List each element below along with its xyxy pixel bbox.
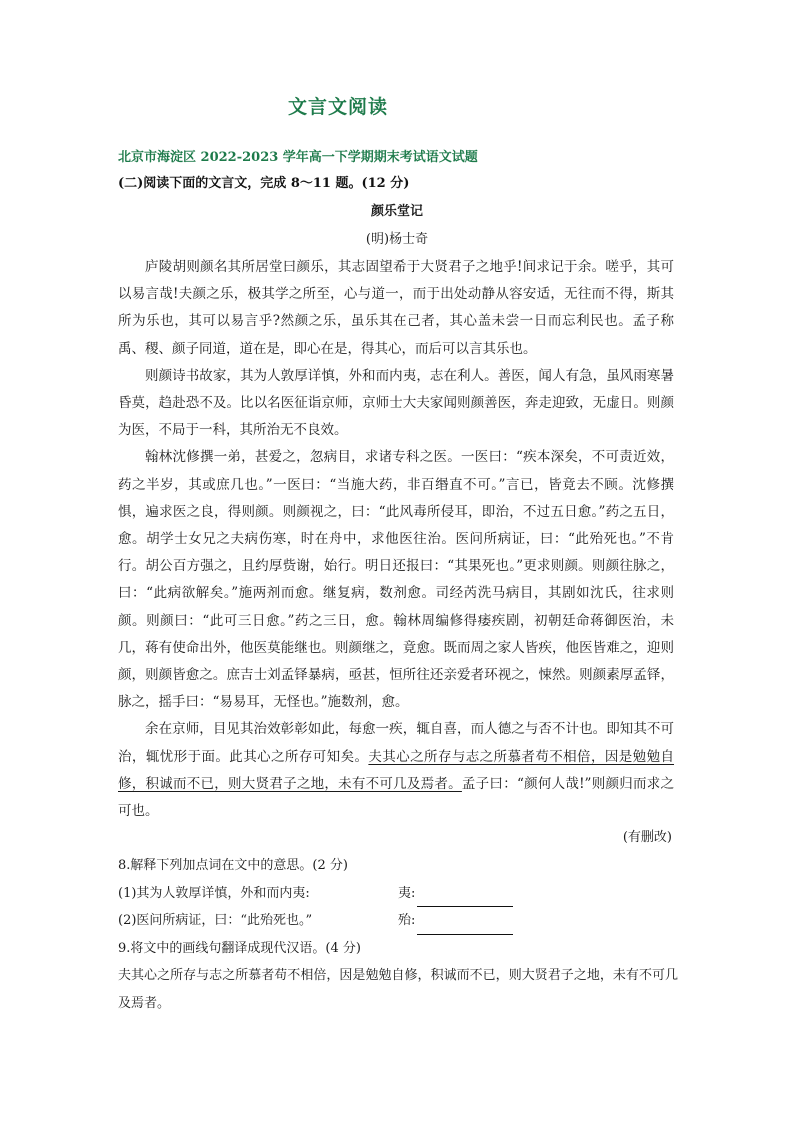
- question-8-item-2-word: [398, 907, 513, 935]
- abridged-note: (有删改): [622, 830, 672, 845]
- answer-blank-2[interactable]: [417, 916, 513, 935]
- essay-title: 颜乐堂记: [370, 204, 423, 219]
- essay-paragraph-2: 则颜诗书故家，其为人敦厚详慎，外和而内夷，志在利人。善医，闻人有急，虽风雨寒暑昏莫，趋赴恐不及。比以名医征诣京师，京师士大夫家闻则颜善医，奔走迎致，无虚日。则颜为医，不局于一科，其所治无不良效。: [118, 367, 674, 439]
- questions-section: [118, 852, 678, 1017]
- answer-blank-1[interactable]: [417, 888, 513, 907]
- underlined-sentence: 夫其心之所存与志之所慕者苟不相倍，因是勉勉自修，积诚而不已，则大贤君子之地，未有不可几及焉者。: [118, 748, 675, 792]
- reading-instruction: (二)阅读下面的文言文，完成 8～11 题。(12 分): [118, 176, 410, 191]
- question-9-sentence: 夫其心之所存与志之所慕者苟不相倍，因是勉勉自修，积诚而不已，则大贤君子之地，未有不可几及焉者。: [118, 968, 678, 1011]
- page-title: 文言文阅读: [288, 96, 389, 118]
- essay-author: (明)杨士奇: [365, 232, 429, 247]
- essay-paragraph-1: 庐陵胡则颜名其所居堂曰颜乐，其志固望希于大贤君子之地乎!间求记于余。嗟乎，其可以易言哉!夫颜之乐，极其学之所至，心与道一，而于出处动静从容安适，无往而不得，斯其所为乐也，其可以易言乎?然颜之乐，虽乐其在己者，其心盖未尝一日而忘利民也。孟子称禹、稷、颜子同道，道在是，即心在是，得其心，而后可以言其乐也。: [118, 259, 674, 357]
- paragraph-4-text-before: 余在京师，目见其治效彰彰如此，每愈一疾，辄自喜，而人德之与否不计也。即知其不可治，辄忧形于面。此其心之所存可知矣。: [118, 721, 674, 765]
- essay-body: [118, 254, 674, 825]
- question-8-item-2-label: 殆:: [398, 913, 416, 928]
- paragraph-4-text-after: 孟子曰：“颜何人哉!”则颜归而求之可也。: [118, 775, 674, 820]
- question-8-item-1-word: [398, 880, 513, 908]
- question-8-item-1-label: 夷:: [398, 885, 416, 901]
- question-9-stem: 9.将文中的画线句翻译成现代汉语。(4 分): [118, 940, 361, 956]
- exam-source: 北京市海淀区 2022-2023 学年高一下学期期末考试语文试题: [118, 150, 478, 165]
- essay-paragraph-3: 翰林沈修撰一弟，甚爱之，忽病目，求诸专科之医。一医曰：“疾本深矣，不可责近效，药之半岁，其或庶几也。”一医曰：“当施大药，非百缗直不可。”言已，皆竟去不顾。沈修撰惧，遍求医之良，得则颜。则颜视之，曰：“此风毒所侵耳，即治，不过五日愈。”药之五日，愈。胡学士女兄之夫病伤寒，时在舟中，求他医往治。医问所病证，曰：“此殆死也。”不肯行。胡公百方强之，且约厚赀谢，始行。明日还报曰：“其果死也。”更求则颜。则颜往脉之，曰：“此病欲解矣。”施两剂而愈。继复病，数剂愈。司经芮洗马病目，其剧如沈氏，往求则颜。则颜曰：“此可三日愈。”药之三日，愈。翰林周编修得痿疾剧，初朝廷命蒋御医治，未几，蒋有使命出外，他医莫能继也。则颜继之，竟愈。既而周之家人皆疾，他医皆难之，迎则颜，则颜皆愈之。庶吉士刘孟铎暴病，亟甚，恒所往还亲爱者环视之，悚然。则颜素厚孟铎，脉之，摇手曰：“易易耳，无怪也。”施数剂，愈。: [118, 449, 674, 711]
- essay-paragraph-4: [118, 716, 674, 825]
- question-8-item-1-text: (1)其为人敦厚详慎，外和而内夷:: [118, 885, 310, 901]
- question-8-item-2-text: (2)医问所病证，曰：“此殆死也。”: [118, 913, 313, 928]
- question-8-item-2: [118, 907, 678, 935]
- question-8-stem: 8.解释下列加点词在文中的意思。(2 分): [118, 858, 348, 873]
- question-8-item-1: [118, 880, 678, 908]
